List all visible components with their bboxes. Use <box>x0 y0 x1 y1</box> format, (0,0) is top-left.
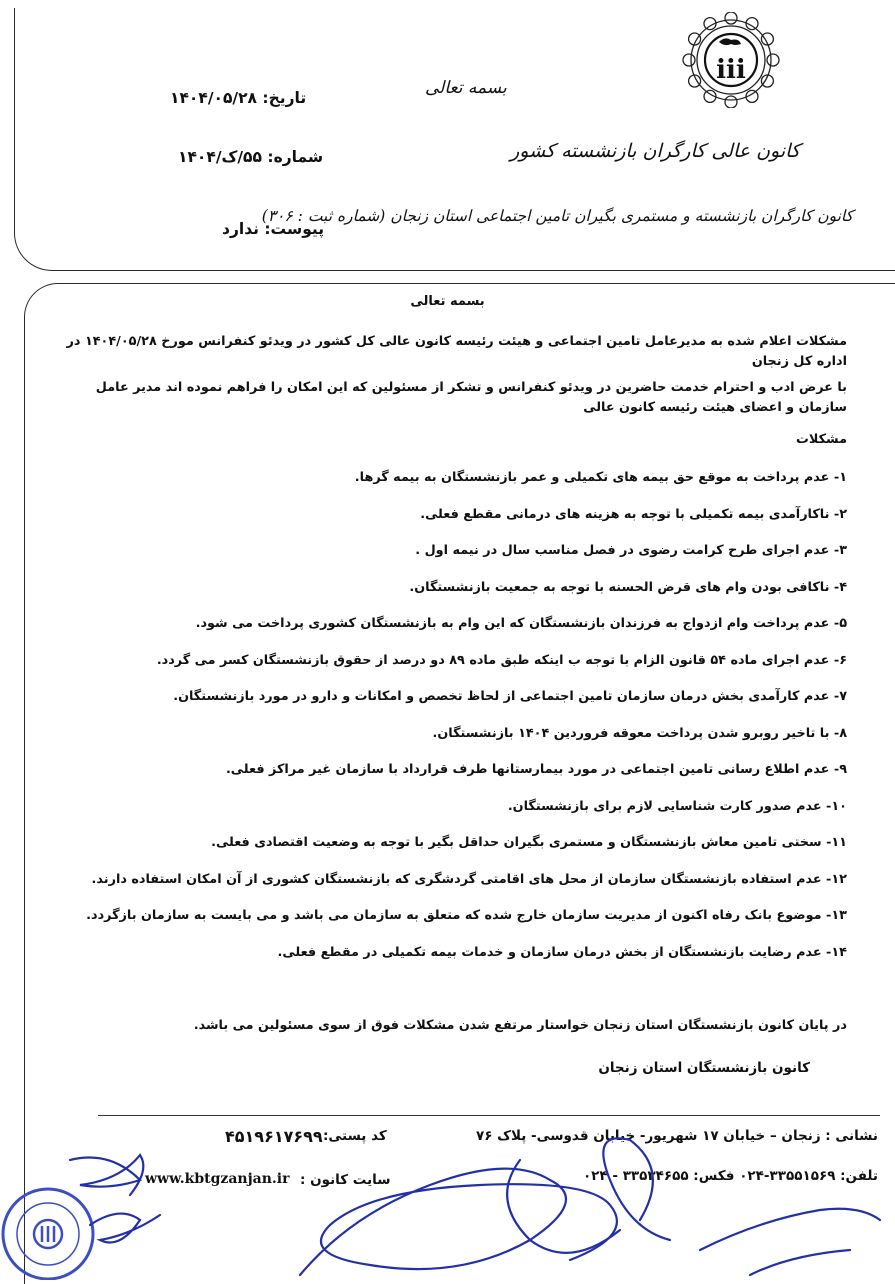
organization-logo <box>675 12 787 108</box>
logo-lettering: iii <box>716 55 746 85</box>
intro-paragraph: مشکلات اعلام شده به مدیرعامل تامین اجتماعی و هیئت رئیسه کانون عالی کل کشور در ویدئو کنفرانس مورخ ۱۴۰۴/۰۵/۲۸ در اداره کل زنجان <box>66 334 847 369</box>
list-item: ۱۰- عدم صدور کارت شناسایی لازم برای بازنشستگان. <box>507 798 847 814</box>
header-basmala: بسمه تعالی <box>425 78 507 98</box>
list-item: ۳- عدم اجرای طرح کرامت رضوی در فصل مناسب سال در نیمه اول . <box>415 543 847 558</box>
list-item: ۱۴- عدم رضایت بازنشستگان از بخش درمان سازمان و خدمات بیمه تکمیلی در مقطع فعلی. <box>277 944 847 960</box>
footer-website-link[interactable]: www.kbtgzanjan.ir <box>145 1171 290 1187</box>
list-item: ۸- با تاخیر روبرو شدن پرداخت معوقه فروردین ۱۴۰۴ بازنشستگان. <box>432 725 847 741</box>
header-org-name: کانون عالی کارگران بازنشسته کشور <box>510 140 800 162</box>
list-item: ۹- عدم اطلاع رسانی تامین اجتماعی در مورد بیمارستانها طرف قرارداد با سازمان غیر مراکز فعلی. <box>225 762 847 777</box>
signatory-name: کانون بازنشستگان استان زنجان <box>598 1060 810 1076</box>
issues-list <box>57 470 847 981</box>
list-item: ۱- عدم پرداخت به موقع حق بیمه های تکمیلی و عمر بازنشستگان به بیمه گرها. <box>354 470 847 485</box>
list-item: ۶- عدم اجرای ماده ۵۴ قانون الزام با توجه ب اینکه طبق ماده ۸۹ دو درصد از حقوق بازنشستگان کسر می گردد. <box>156 652 847 668</box>
letter-attachment: پیوست: ندارد <box>222 220 325 238</box>
body-basmala: بسمه تعالی <box>410 294 485 309</box>
problems-heading: مشکلات <box>796 432 847 447</box>
list-item: ۵- عدم پرداخت وام ازدواج به فرزندان بازنشستگان که این وام به بازنشستگان کشوری پرداخت می شود. <box>195 616 847 631</box>
footer-postal-code: ۴۵۱۹۶۱۷۶۹۹ <box>225 1127 323 1146</box>
list-item: ۱۱- سختی تامین معاش بازنشستگان و مستمری بگیران حداقل بگیر با توجه به وضعیت اقتصادی فعلی. <box>211 835 847 850</box>
list-item: ۲- ناکارآمدی بیمه تکمیلی با توجه به هزینه های درمانی مقطع فعلی. <box>420 506 847 522</box>
header-org-subtitle: کانون کارگران بازنشسته و مستمری بگیران تامین اجتماعی استان زنجان (شماره ثبت : ۳۰۶) <box>261 207 853 225</box>
footer-address: نشانی : زنجان – خیابان ۱۷ شهریور- خیابان قدوسی- پلاک ۷۶ <box>475 1128 878 1144</box>
footer-phone-fax: تلفن: ۳۳۵۵۱۵۶۹-۰۲۴ فکس: ۳۳۵۳۴۶۵۵ - ۰۲۴ <box>582 1168 878 1184</box>
list-item: ۴- ناکافی بودن وام های قرض الحسنه با توجه به جمعیت بازنشستگان. <box>409 579 847 595</box>
footer-postal-label: کد پستی: <box>323 1128 387 1144</box>
list-item: ۱۲- عدم استفاده بازنشستگان سازمان از محل های اقامتی گردشگری که بازنشستگان کشوری از آن امکان استفاده دارند. <box>91 871 847 887</box>
footer-divider <box>98 1115 880 1116</box>
letter-number: شماره: ۵۵/ک/۱۴۰۴ <box>178 148 324 166</box>
greeting-paragraph: با عرض ادب و احترام خدمت حاضرین در ویدئو کنفرانس و تشکر از مسئولین که این امکان را فراهم نموده اند مدیر عامل سازمان و اعضای هیئت رئیسه کانون عالی <box>95 380 847 415</box>
closing-paragraph: در پایان کانون بازنشستگان استان زنجان خواستار مرتفع شدن مشکلات فوق از سوی مسئولین می باشد. <box>193 1018 847 1033</box>
list-item: ۱۳- موضوع بانک رفاه اکنون از مدیریت سازمان خارج شده که متعلق به سازمان می باشد و می بایست به سازمان بازگردد. <box>86 908 847 923</box>
footer-site-label: سایت کانون : <box>300 1172 391 1188</box>
letter-date: تاریخ: ۱۴۰۴/۰۵/۲۸ <box>170 89 307 107</box>
list-item: ۷- عدم کارآمدی بخش درمان سازمان تامین اجتماعی از لحاظ تخصص و امکانات و دارو در مورد بازنشستگان. <box>173 689 847 704</box>
